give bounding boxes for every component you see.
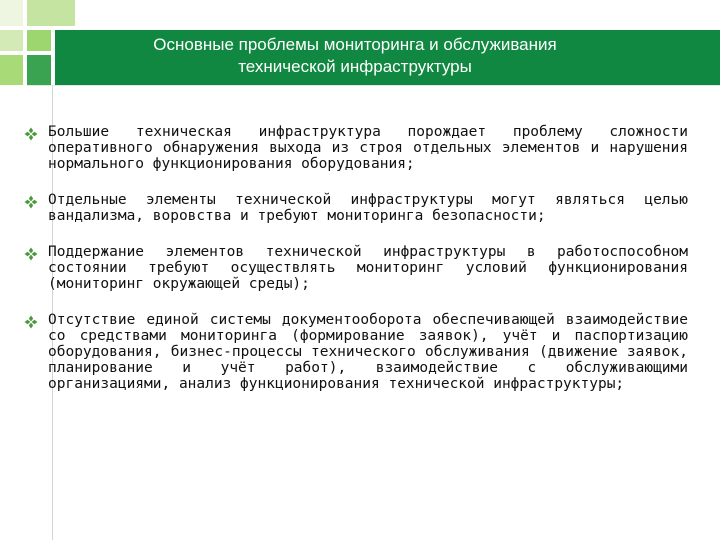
decor-square (0, 0, 23, 26)
decor-square (27, 0, 75, 26)
bullet-text: Поддержание элементов технической инфраструктуры в работоспособном состоянии требуют осуществлять мониторинг условий функционирования (мониторинг окружающей среды); (48, 244, 688, 292)
diamond-clover-icon (24, 247, 38, 261)
decor-square (0, 55, 23, 85)
decor-square (27, 30, 51, 51)
bullet-item (33, 124, 688, 172)
slide-title-line: Основные проблемы мониторинга и обслуживания (153, 35, 557, 54)
decor-square (27, 55, 51, 85)
slide-title-line: технической инфраструктуры (238, 57, 472, 76)
bullet-text: Большие техническая инфраструктура порождает проблему сложности оперативного обнаружения выхода из строя отдельных элементов и нарушения нормального функционирования оборудования; (48, 124, 688, 172)
divider-horizontal (27, 85, 720, 86)
bullet-item (33, 192, 688, 224)
diamond-clover-icon (24, 315, 38, 329)
diamond-clover-icon (24, 127, 38, 141)
bullet-item (33, 312, 688, 392)
decor-square (0, 30, 23, 51)
bullet-item (33, 244, 688, 292)
bullet-text: Отдельные элементы технической инфраструктуры могут являться целью вандализма, воровства и требуют мониторинга безопасности; (48, 192, 688, 224)
bullet-list (33, 124, 688, 412)
slide-title (55, 34, 655, 78)
diamond-clover-icon (24, 195, 38, 209)
bullet-text: Отсутствие единой системы документооборота обеспечивающей взаимодействие со средствами мониторинга (формирование заявок), учёт и паспортизацию оборудования, бизнес-процессы технического обслуживания (движение заявок, планирование и учёт работ), взаимодействие с обслуживающими организациями, анализ функционирования технической инфраструктуры; (48, 312, 688, 392)
